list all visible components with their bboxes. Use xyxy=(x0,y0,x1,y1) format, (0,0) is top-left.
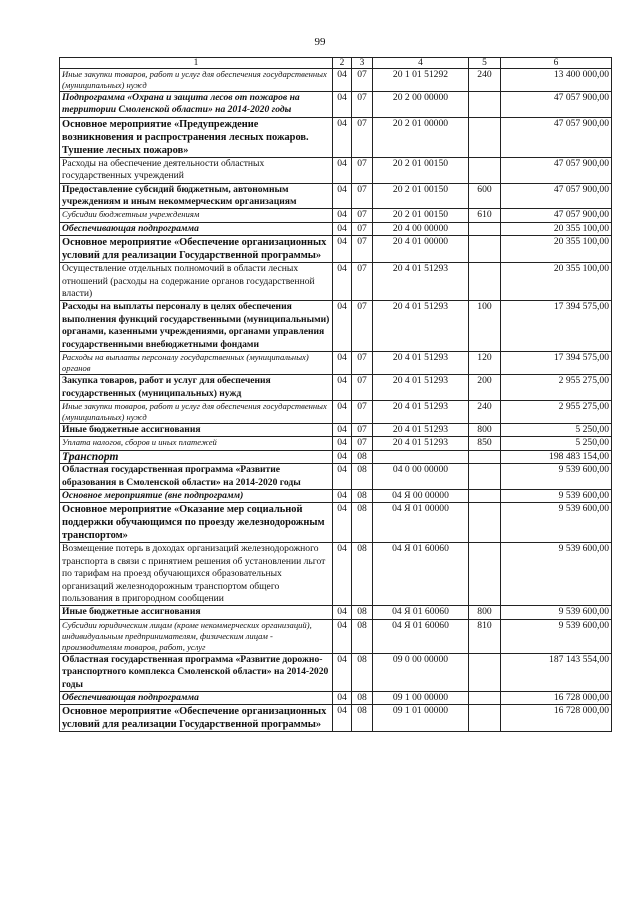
row-section-cell: 04 xyxy=(333,400,352,423)
row-target-article-cell: 20 4 00 00000 xyxy=(373,222,469,235)
row-expense-type-cell: 100 xyxy=(469,301,501,352)
row-section-cell: 04 xyxy=(333,437,352,450)
row-amount-cell: 9 539 600,00 xyxy=(501,489,612,502)
table-row xyxy=(60,400,612,423)
row-amount-cell: 47 057 900,00 xyxy=(501,92,612,118)
row-section-cell: 04 xyxy=(333,450,352,463)
table-row xyxy=(60,692,612,705)
table-row xyxy=(60,69,612,92)
row-name-cell: Субсидии юридическим лицам (кроме некоммерческих организаций), индивидуальным предпринимателям, физическим лицам - производителям товаров, работ, услуг xyxy=(60,619,333,653)
row-subsection-cell: 08 xyxy=(352,489,373,502)
row-amount-cell: 20 355 100,00 xyxy=(501,222,612,235)
row-target-article-cell: 09 1 00 00000 xyxy=(373,692,469,705)
row-name-cell: Иные закупки товаров, работ и услуг для обеспечения государственных (муниципальных) нужд xyxy=(60,400,333,423)
row-expense-type-cell xyxy=(469,222,501,235)
row-target-article-cell: 20 4 01 51293 xyxy=(373,423,469,436)
table-row xyxy=(60,352,612,375)
row-subsection-cell: 07 xyxy=(352,209,373,222)
row-section-cell: 04 xyxy=(333,606,352,619)
column-header-2: 2 xyxy=(333,58,352,69)
table-row xyxy=(60,183,612,209)
row-name-cell: Субсидии бюджетным учреждениям xyxy=(60,209,333,222)
row-subsection-cell: 07 xyxy=(352,117,373,157)
row-amount-cell: 47 057 900,00 xyxy=(501,183,612,209)
table-row xyxy=(60,619,612,653)
row-expense-type-cell xyxy=(469,117,501,157)
table-row xyxy=(60,503,612,543)
table-row xyxy=(60,489,612,502)
row-name-cell: Иные бюджетные ассигнования xyxy=(60,423,333,436)
row-name-cell: Иные бюджетные ассигнования xyxy=(60,606,333,619)
row-amount-cell: 5 250,00 xyxy=(501,423,612,436)
row-amount-cell: 2 955 275,00 xyxy=(501,375,612,401)
row-section-cell: 04 xyxy=(333,222,352,235)
table-row xyxy=(60,92,612,118)
row-subsection-cell: 08 xyxy=(352,606,373,619)
row-section-cell: 04 xyxy=(333,301,352,352)
row-subsection-cell: 08 xyxy=(352,692,373,705)
row-amount-cell: 9 539 600,00 xyxy=(501,606,612,619)
table-row xyxy=(60,653,612,691)
row-section-cell: 04 xyxy=(333,619,352,653)
row-section-cell: 04 xyxy=(333,183,352,209)
row-amount-cell: 47 057 900,00 xyxy=(501,209,612,222)
row-name-cell: Расходы на выплаты персоналу в целях обеспечения выполнения функций государственными (муниципальными) органами, казенными учреждениями, органами управления государственными внебюджетными фондами xyxy=(60,301,333,352)
row-name-cell: Областная государственная программа «Развитие образования в Смоленской области» на 2014-2020 годы xyxy=(60,464,333,490)
row-name-cell: Областная государственная программа «Развитие дорожно-транспортного комплекса Смоленской области» на 2014-2020 годы xyxy=(60,653,333,691)
row-name-cell: Обеспечивающая подпрограмма xyxy=(60,692,333,705)
row-target-article-cell: 20 2 01 00150 xyxy=(373,157,469,183)
table-row xyxy=(60,464,612,490)
row-subsection-cell: 07 xyxy=(352,222,373,235)
row-target-article-cell: 04 Я 01 60060 xyxy=(373,619,469,653)
row-name-cell: Основное мероприятие «Обеспечение организационных условий для реализации Государственной программы» xyxy=(60,705,333,732)
row-name-cell: Закупка товаров, работ и услуг для обеспечения государственных (муниципальных) нужд xyxy=(60,375,333,401)
column-header-4: 4 xyxy=(373,58,469,69)
row-target-article-cell: 20 4 01 00000 xyxy=(373,236,469,263)
row-target-article-cell: 20 2 00 00000 xyxy=(373,92,469,118)
row-name-cell: Обеспечивающая подпрограмма xyxy=(60,222,333,235)
row-name-cell: Основное мероприятие (вне подпрограмм) xyxy=(60,489,333,502)
row-expense-type-cell: 120 xyxy=(469,352,501,375)
row-subsection-cell: 08 xyxy=(352,653,373,691)
row-section-cell: 04 xyxy=(333,236,352,263)
row-subsection-cell: 07 xyxy=(352,352,373,375)
row-amount-cell: 16 728 000,00 xyxy=(501,692,612,705)
row-name-cell: Иные закупки товаров, работ и услуг для обеспечения государственных (муниципальных) нужд xyxy=(60,69,333,92)
row-name-cell: Транспорт xyxy=(60,450,333,463)
row-expense-type-cell xyxy=(469,236,501,263)
row-target-article-cell: 20 4 01 51293 xyxy=(373,437,469,450)
row-amount-cell: 47 057 900,00 xyxy=(501,157,612,183)
column-header-3: 3 xyxy=(352,58,373,69)
table-row xyxy=(60,209,612,222)
budget-table xyxy=(59,57,612,732)
table-row xyxy=(60,543,612,606)
row-target-article-cell: 04 Я 01 00000 xyxy=(373,503,469,543)
row-expense-type-cell xyxy=(469,705,501,732)
row-subsection-cell: 08 xyxy=(352,705,373,732)
table-row xyxy=(60,375,612,401)
row-name-cell: Осуществление отдельных полномочий в области лесных отношений (расходы на содержание органов государственной власти) xyxy=(60,263,333,301)
row-amount-cell: 17 394 575,00 xyxy=(501,352,612,375)
row-amount-cell: 9 539 600,00 xyxy=(501,543,612,606)
row-amount-cell: 9 539 600,00 xyxy=(501,503,612,543)
row-name-cell: Основное мероприятие «Оказание мер социальной поддержки обучающимся по проезду железнодорожным транспортом» xyxy=(60,503,333,543)
row-subsection-cell: 08 xyxy=(352,543,373,606)
row-subsection-cell: 08 xyxy=(352,619,373,653)
table-row xyxy=(60,263,612,301)
row-expense-type-cell: 240 xyxy=(469,400,501,423)
row-section-cell: 04 xyxy=(333,352,352,375)
row-expense-type-cell xyxy=(469,92,501,118)
row-section-cell: 04 xyxy=(333,503,352,543)
row-target-article-cell: 20 4 01 51293 xyxy=(373,301,469,352)
table-row xyxy=(60,450,612,463)
row-amount-cell: 47 057 900,00 xyxy=(501,117,612,157)
row-target-article-cell: 20 4 01 51293 xyxy=(373,263,469,301)
row-name-cell: Расходы на выплаты персоналу государственных (муниципальных) органов xyxy=(60,352,333,375)
row-amount-cell: 20 355 100,00 xyxy=(501,263,612,301)
row-expense-type-cell: 610 xyxy=(469,209,501,222)
row-target-article-cell: 20 1 01 51292 xyxy=(373,69,469,92)
row-amount-cell: 5 250,00 xyxy=(501,437,612,450)
row-expense-type-cell xyxy=(469,692,501,705)
row-target-article-cell: 04 Я 00 00000 xyxy=(373,489,469,502)
row-name-cell: Расходы на обеспечение деятельности областных государственных учреждений xyxy=(60,157,333,183)
row-expense-type-cell xyxy=(469,653,501,691)
row-subsection-cell: 07 xyxy=(352,92,373,118)
row-expense-type-cell xyxy=(469,489,501,502)
table-row xyxy=(60,437,612,450)
row-amount-cell: 16 728 000,00 xyxy=(501,705,612,732)
row-target-article-cell: 20 2 01 00150 xyxy=(373,209,469,222)
row-subsection-cell: 08 xyxy=(352,464,373,490)
row-target-article-cell: 09 1 01 00000 xyxy=(373,705,469,732)
row-target-article-cell: 20 2 01 00000 xyxy=(373,117,469,157)
budget-table-body xyxy=(60,69,612,732)
row-section-cell: 04 xyxy=(333,653,352,691)
column-header-5: 5 xyxy=(469,58,501,69)
row-expense-type-cell: 810 xyxy=(469,619,501,653)
row-expense-type-cell: 850 xyxy=(469,437,501,450)
row-section-cell: 04 xyxy=(333,375,352,401)
row-name-cell: Основное мероприятие «Предупреждение возникновения и распространения лесных пожаров. Тушение лесных пожаров» xyxy=(60,117,333,157)
row-subsection-cell: 08 xyxy=(352,450,373,463)
row-section-cell: 04 xyxy=(333,263,352,301)
row-section-cell: 04 xyxy=(333,117,352,157)
row-section-cell: 04 xyxy=(333,489,352,502)
column-header-6: 6 xyxy=(501,58,612,69)
row-subsection-cell: 07 xyxy=(352,400,373,423)
row-section-cell: 04 xyxy=(333,423,352,436)
row-amount-cell: 9 539 600,00 xyxy=(501,464,612,490)
row-subsection-cell: 07 xyxy=(352,423,373,436)
row-target-article-cell: 20 4 01 51293 xyxy=(373,352,469,375)
row-subsection-cell: 07 xyxy=(352,301,373,352)
row-target-article-cell: 20 4 01 51293 xyxy=(373,375,469,401)
row-section-cell: 04 xyxy=(333,209,352,222)
row-expense-type-cell: 240 xyxy=(469,69,501,92)
row-expense-type-cell: 800 xyxy=(469,423,501,436)
row-name-cell: Основное мероприятие «Обеспечение организационных условий для реализации Государственной программы» xyxy=(60,236,333,263)
row-expense-type-cell xyxy=(469,543,501,606)
row-name-cell: Предоставление субсидий бюджетным, автономным учреждениям и иным некоммерческим организациям xyxy=(60,183,333,209)
row-section-cell: 04 xyxy=(333,157,352,183)
row-expense-type-cell: 200 xyxy=(469,375,501,401)
row-target-article-cell: 04 Я 01 60060 xyxy=(373,606,469,619)
row-name-cell: Уплата налогов, сборов и иных платежей xyxy=(60,437,333,450)
row-amount-cell: 187 143 554,00 xyxy=(501,653,612,691)
row-section-cell: 04 xyxy=(333,543,352,606)
table-row xyxy=(60,222,612,235)
row-amount-cell: 13 400 000,00 xyxy=(501,69,612,92)
row-amount-cell: 9 539 600,00 xyxy=(501,619,612,653)
row-expense-type-cell xyxy=(469,263,501,301)
table-row xyxy=(60,423,612,436)
row-expense-type-cell xyxy=(469,157,501,183)
row-amount-cell: 17 394 575,00 xyxy=(501,301,612,352)
row-subsection-cell: 07 xyxy=(352,69,373,92)
row-target-article-cell: 20 4 01 51293 xyxy=(373,400,469,423)
row-expense-type-cell xyxy=(469,503,501,543)
row-expense-type-cell xyxy=(469,450,501,463)
row-name-cell: Подпрограмма «Охрана и защита лесов от пожаров на территории Смоленской области» на 2014-2020 годы xyxy=(60,92,333,118)
row-target-article-cell: 09 0 00 00000 xyxy=(373,653,469,691)
table-row xyxy=(60,301,612,352)
page-number: 99 xyxy=(314,36,326,48)
row-section-cell: 04 xyxy=(333,692,352,705)
row-subsection-cell: 07 xyxy=(352,375,373,401)
row-target-article-cell: 04 Я 01 60060 xyxy=(373,543,469,606)
row-subsection-cell: 07 xyxy=(352,437,373,450)
row-target-article-cell: 20 2 01 00150 xyxy=(373,183,469,209)
row-expense-type-cell xyxy=(469,464,501,490)
row-subsection-cell: 07 xyxy=(352,263,373,301)
row-section-cell: 04 xyxy=(333,705,352,732)
row-expense-type-cell: 600 xyxy=(469,183,501,209)
table-header-row xyxy=(60,58,612,69)
row-amount-cell: 2 955 275,00 xyxy=(501,400,612,423)
row-expense-type-cell: 800 xyxy=(469,606,501,619)
row-amount-cell: 20 355 100,00 xyxy=(501,236,612,263)
row-target-article-cell xyxy=(373,450,469,463)
row-subsection-cell: 08 xyxy=(352,503,373,543)
table-row xyxy=(60,157,612,183)
row-name-cell: Возмещение потерь в доходах организаций железнодорожного транспорта в связи с принятием решения об установлении льгот по тарифам на проезд обучающихся образовательных организаций железнодорожным транспортом общего пользования в пригородном сообщении xyxy=(60,543,333,606)
table-row xyxy=(60,117,612,157)
column-header-1: 1 xyxy=(60,58,333,69)
row-section-cell: 04 xyxy=(333,69,352,92)
table-row xyxy=(60,606,612,619)
table-row xyxy=(60,236,612,263)
row-target-article-cell: 04 0 00 00000 xyxy=(373,464,469,490)
row-amount-cell: 198 483 154,00 xyxy=(501,450,612,463)
row-section-cell: 04 xyxy=(333,92,352,118)
row-subsection-cell: 07 xyxy=(352,236,373,263)
row-subsection-cell: 07 xyxy=(352,183,373,209)
row-section-cell: 04 xyxy=(333,464,352,490)
row-subsection-cell: 07 xyxy=(352,157,373,183)
table-row xyxy=(60,705,612,732)
